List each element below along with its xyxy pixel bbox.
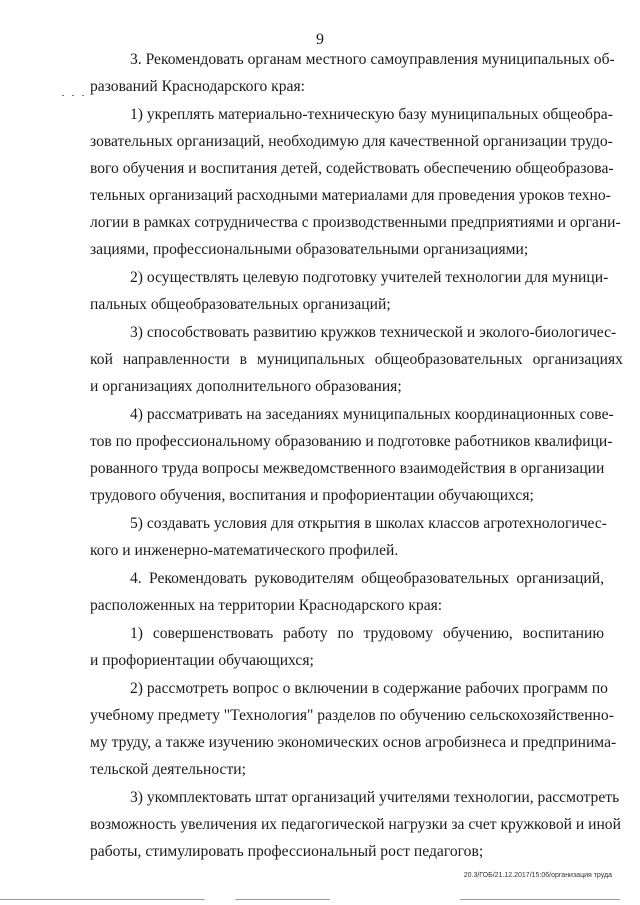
text-line: тов по профессиональному образованию и подготовке работников квалифици- [90, 433, 613, 450]
text-line: тельской деятельности; [90, 761, 246, 778]
scan-speck [72, 95, 74, 96]
text-line: учебному предмету "Технология" разделов по обучению сельскохозяйственно- [90, 707, 614, 724]
text-line: тельных организаций расходными материалами для проведения уроков техно- [90, 187, 611, 204]
scan-edge-line [460, 899, 620, 900]
text-line: му труду, а также изучению экономических основ агробизнеса и предпринима- [90, 734, 617, 751]
text-line: 4) рассматривать на заседаниях муниципальных координационных сове- [130, 406, 614, 423]
text-line: 4. Рекомендовать руководителям общеобразовательных организаций, [130, 570, 604, 587]
text-line: возможность увеличения их педагогической нагрузки за счет кружковой и иной [90, 816, 621, 833]
page-number: 9 [316, 31, 324, 48]
text-line: 3) укомплектовать штат организаций учителями технологии, рассмотреть [130, 789, 620, 806]
scan-edge-line [0, 899, 205, 900]
text-line: рованного труда вопросы межведомственного взаимодействия в организации [90, 460, 605, 477]
text-line: 3. Рекомендовать органам местного самоуправления муниципальных об- [130, 51, 615, 68]
text-line: 3) способствовать развитию кружков технической и эколого-биологичес- [130, 324, 617, 341]
text-line: разований Краснодарского края: [90, 78, 305, 95]
scan-speck [62, 95, 64, 96]
text-line: 5) создавать условия для открытия в школах классов агротехнологичес- [130, 515, 607, 532]
text-line: зовательных организаций, необходимую для качественной организации трудо- [90, 133, 613, 150]
text-line: 1) совершенствовать работу по трудовому обучению, воспитанию [130, 625, 604, 642]
text-line: трудового обучения, воспитания и профориентации обучающихся; [90, 487, 534, 504]
text-line: 2) рассмотреть вопрос о включении в содержание рабочих программ по [130, 680, 608, 697]
text-line: кого и инженерно-математического профилей. [90, 542, 399, 559]
text-line: кой направленности в муниципальных общеобразовательных организациях [90, 351, 623, 368]
text-line: зациями, профессиональными образовательными организациями; [90, 241, 529, 258]
text-line: расположенных на территории Краснодарского края: [90, 597, 443, 614]
document-footer: 20.3/ГОБ/21.12.2017/15:06/организация труда [463, 872, 612, 879]
text-line: работы, стимулировать профессиональный рост педагогов; [90, 843, 484, 860]
scan-edge-line [235, 899, 330, 900]
text-line: 2) осуществлять целевую подготовку учителей технологии для муници- [130, 269, 609, 286]
text-line: вого обучения и воспитания детей, содействовать обеспечению общеобразова- [90, 160, 614, 177]
text-line: 1) укреплять материально-техническую базу муниципальных общеобра- [130, 106, 613, 123]
text-line: логии в рамках сотрудничества с производственными предприятиями и органи- [90, 214, 621, 231]
text-line: пальных общеобразовательных организаций; [90, 296, 391, 313]
scan-speck [82, 95, 84, 96]
text-line: и профориентации обучающихся; [90, 652, 314, 669]
text-line: и организациях дополнительного образования; [90, 378, 402, 395]
